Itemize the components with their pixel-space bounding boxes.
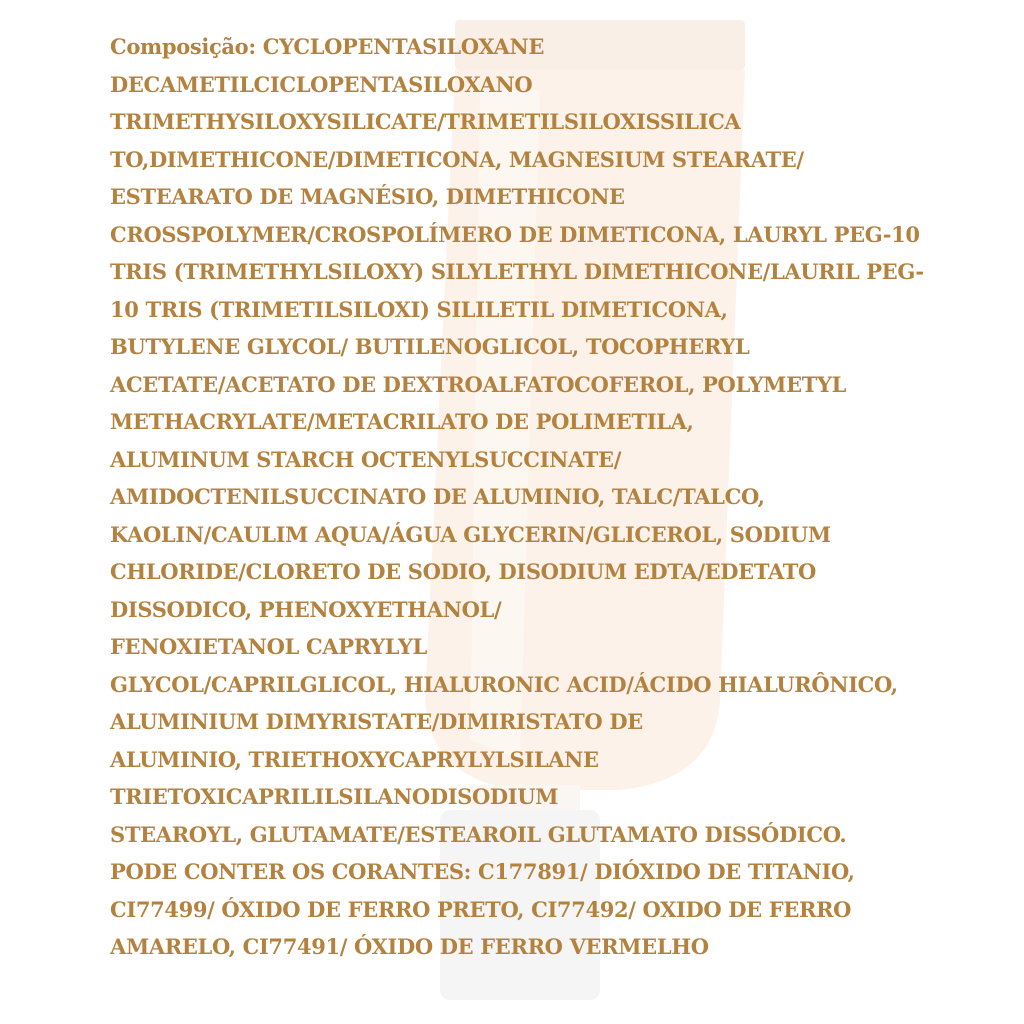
ingredient-line: CHLORIDE/CLORETO DE SODIO, DISODIUM EDTA/EDETATO xyxy=(110,559,816,584)
ingredient-line: AMIDOCTENILSUCCINATO DE ALUMINIO, TALC/TALCO, xyxy=(110,484,765,509)
ingredient-line: ALUMINIO, TRIETHOXYCAPRYLYLSILANE xyxy=(110,746,599,772)
ingredient-line: ESTEARATO DE MAGNÉSIO, DIMETHICONE xyxy=(110,184,625,209)
ingredient-line: TO,DIMETHICONE/DIMETICONA, MAGNESIUM STEARATE/ xyxy=(110,146,804,172)
ingredient-line: PODE CONTER OS CORANTES: C177891/ DIÓXIDO DE TITANIO, xyxy=(110,859,855,884)
ingredient-line: METHACRYLATE/METACRILATO DE POLIMETILA, xyxy=(110,409,694,434)
ingredient-line: GLYCOL/CAPRILGLICOL, HIALURONIC ACID/ÁCIDO HIALURÔNICO, xyxy=(110,671,898,697)
ingredient-line: BUTYLENE GLYCOL/ BUTILENOGLICOL, TOCOPHERYL xyxy=(110,334,750,359)
ingredient-line: 10 TRIS (TRIMETILSILOXI) SILILETIL DIMETICONA, xyxy=(110,296,728,322)
ingredient-line: CROSSPOLYMER/CROSPOLÍMERO DE DIMETICONA, LAURYL PEG-10 xyxy=(110,221,920,247)
ingredient-line: STEAROYL, GLUTAMATE/ESTEAROIL GLUTAMATO DISSÓDICO. xyxy=(110,821,847,847)
ingredient-line: Composição: CYCLOPENTASILOXANE xyxy=(110,34,544,59)
ingredient-line: TRIETOXICAPRILILSILANODISODIUM xyxy=(110,784,559,809)
ingredient-line: TRIMETHYSILOXYSILICATE/TRIMETILSILOXISSILICA xyxy=(110,109,741,134)
ingredient-line: ACETATE/ACETATO DE DEXTROALFATOCOFEROL, POLYMETYL xyxy=(110,371,847,397)
ingredient-line: AMARELO, CI77491/ ÓXIDO DE FERRO VERMELHO xyxy=(110,934,709,959)
ingredient-list xyxy=(110,28,990,966)
ingredient-line: DISSODICO, PHENOXYETHANOL/ xyxy=(110,596,502,622)
ingredient-line: TRIS (TRIMETHYLSILOXY) SILYLETHYL DIMETHICONE/LAURIL PEG- xyxy=(110,259,924,284)
ingredient-line: DECAMETILCICLOPENTASILOXANO xyxy=(110,71,533,97)
ingredient-line: FENOXIETANOL CAPRYLYL xyxy=(110,634,427,659)
ingredient-line: KAOLIN/CAULIM AQUA/ÁGUA GLYCERIN/GLICEROL, SODIUM xyxy=(110,521,831,547)
ingredient-line: CI77499/ ÓXIDO DE FERRO PRETO, CI77492/ OXIDO DE FERRO xyxy=(110,896,852,922)
ingredient-line: ALUMINIUM DIMYRISTATE/DIMIRISTATO DE xyxy=(110,709,643,734)
ingredient-line: ALUMINUM STARCH OCTENYLSUCCINATE/ xyxy=(110,446,622,472)
